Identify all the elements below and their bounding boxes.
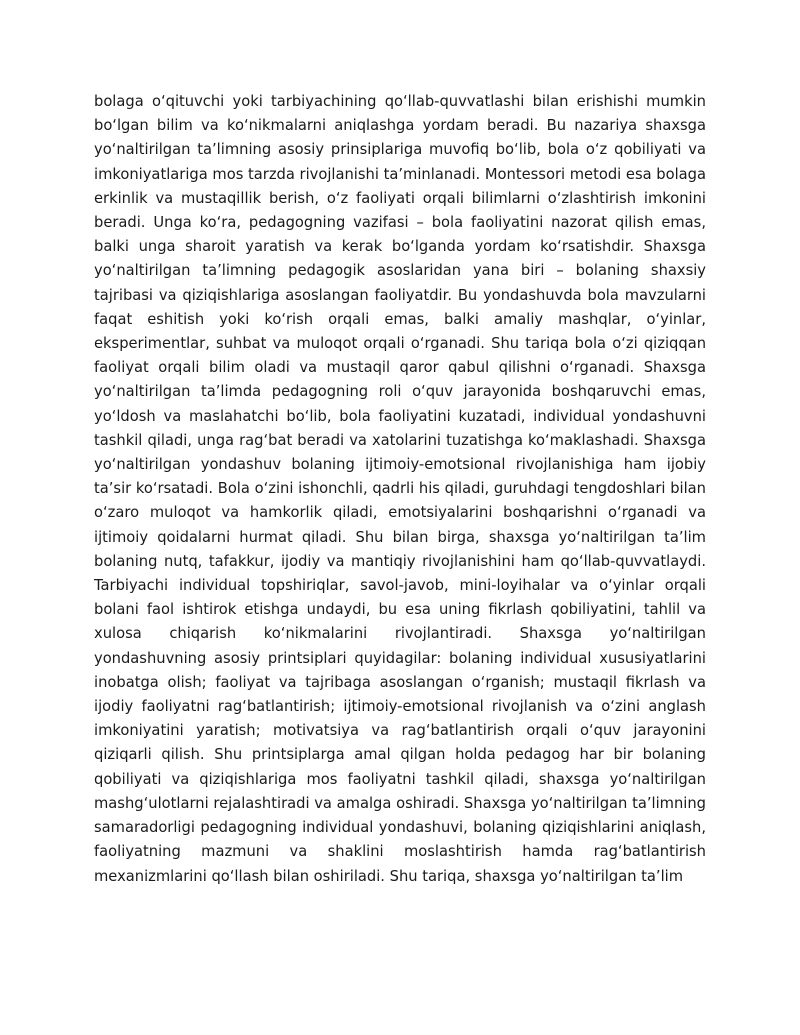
body-paragraph: bolaga o‘qituvchi yoki tarbiyachining qo‘llab-quvvatlashi bilan erishishi mumkin bo‘lgan bilim va ko‘nikmalarni aniqlashga yordam beradi. Bu nazariya shaxsga yo‘naltirilgan ta’limning asosiy prinsiplariga muvofiq bo‘lib, bola o‘z qobiliyati va imkoniyatlariga mos tarzda rivojlanishi ta’minlanadi. Montessori metodi esa bolaga erkinlik va mustaqillik berish, o‘z faoliyati orqali bilimlarni o‘zlashtirish imkonini beradi. Unga ko‘ra, pedagogning vazifasi – bola faoliyatini nazorat qilish emas, balki unga sharoit yaratish va kerak bo‘lganda yordam ko‘rsatishdir. Shaxsga yo‘naltirilgan ta’limning pedagogik asoslaridan yana biri – bolaning shaxsiy tajribasi va qiziqishlariga asoslangan faoliyatdir. Bu yondashuvda bola mavzularni faqat eshitish yoki ko‘rish orqali emas, balki amaliy mashqlar, o‘yinlar, eksperimentlar, suhbat va muloqot orqali o‘rganadi. Shu tariqa bola o‘zi qiziqqan faoliyat orqali bilim oladi va mustaqil qaror qabul qilishni o‘rganadi. Shaxsga yo‘naltirilgan ta’limda pedagogning roli o‘quv jarayonida boshqaruvchi emas, yo‘ldosh va maslahatchi bo‘lib, bola faoliyatini kuzatadi, individual yondashuvni tashkil qiladi, unga rag‘bat beradi va xatolarini tuzatishga ko‘maklashadi. Shaxsga yo‘naltirilgan yondashuv bolaning ijtimoiy-emotsional rivojlanishiga ham ijobiy ta’sir ko‘rsatadi. Bola o‘zini ishonchli, qadrli his qiladi, guruhdagi tengdoshlari bilan o‘zaro muloqot va hamkorlik qiladi, emotsiyalarini boshqarishni o‘rganadi va ijtimoiy qoidalarni hurmat qiladi. Shu bilan birga, shaxsga yo‘naltirilgan ta’lim bolaning nutq, tafakkur, ijodiy va mantiqiy rivojlanishini ham qo‘llab-quvvatlaydi. Tarbiyachi individual topshiriqlar, savol-javob, mini-loyihalar va o‘yinlar orqali bolani faol ishtirok etishga undaydi, bu esa uning fikrlash qobiliyatini, tahlil va xulosa chiqarish ko‘nikmalarini rivojlantiradi. Shaxsga yo‘naltirilgan yondashuvning asosiy printsiplari quyidagilar: bolaning individual xususiyatlarini inobatga olish; faoliyat va tajribaga asoslangan o‘rganish; mustaqil fikrlash va ijodiy faoliyatni rag‘batlantirish; ijtimoiy-emotsional rivojlanish va o‘zini anglash imkoniyatini yaratish; motivatsiya va rag‘batlantirish orqali o‘quv jarayonini qiziqarli qilish. Shu printsiplarga amal qilgan holda pedagog har bir bolaning qobiliyati va qiziqishlariga mos faoliyatni tashkil qiladi, shaxsga yo‘naltirilgan mashg‘ulotlarni rejalashtiradi va amalga oshiradi. Shaxsga yo‘naltirilgan ta’limning samaradorligi pedagogning individual yondashuvi, bolaning qiziqishlarini aniqlash, faoliyatning mazmuni va shaklini moslashtirish hamda rag‘batlantirish mexanizmlarini qo‘llash bilan oshiriladi. Shu tariqa, shaxsga yo‘naltirilgan ta’lim — [94, 93, 706, 885]
document-page — [94, 90, 706, 889]
